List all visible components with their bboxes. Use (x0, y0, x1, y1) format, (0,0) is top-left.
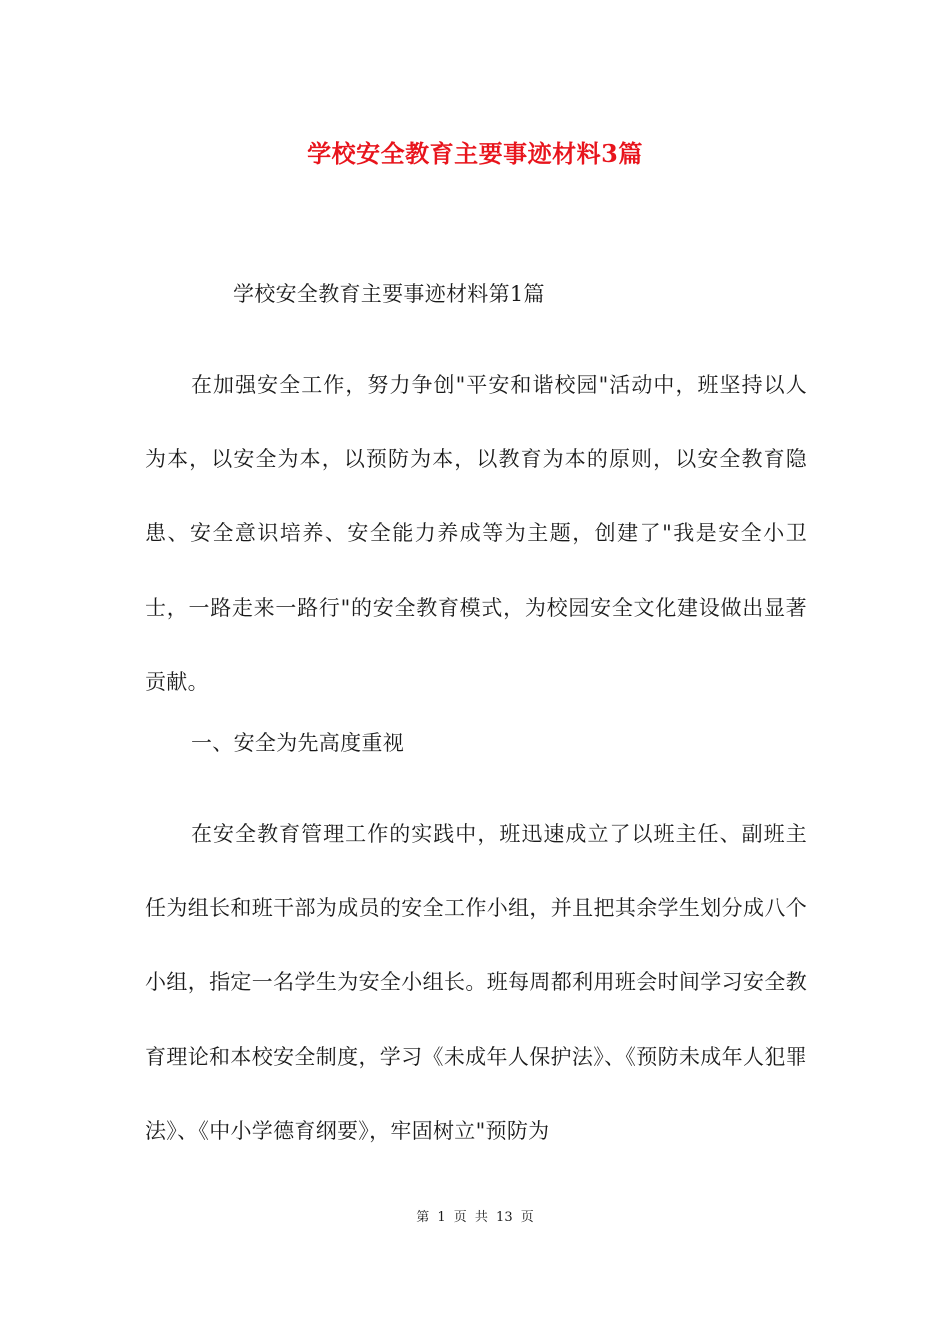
section-heading: 一、安全为先高度重视 (191, 731, 404, 755)
paragraph-practice: 在安全教育管理工作的实践中，班迅速成立了以班主任、副班主任为组长和班干部为成员的安全工作小组，并且把其余学生划分成八个小组，指定一名学生为安全小组长。班每周都利用班会时间学习安全教育理论和本校安全制度，学习《未成年人保护法》、《预防未成年人犯罪法》、《中小学德育纲要》，牢固树立"预防为 (145, 822, 807, 1143)
article-subtitle: 学校安全教育主要事迹材料第1篇 (233, 282, 545, 306)
document-title: 学校安全教育主要事迹材料3篇 (307, 139, 643, 168)
page-footer: 第 1 页 共 13 页 (416, 1210, 534, 1225)
paragraph-intro: 在加强安全工作，努力争创"平安和谐校园"活动中，班坚持以人为本，以安全为本，以预防为本，以教育为本的原则，以安全教育隐患、安全意识培养、安全能力养成等为主题，创建了"我是安全小卫士，一路走来一路行"的安全教育模式，为校园安全文化建设做出显著贡献。 (145, 373, 807, 694)
